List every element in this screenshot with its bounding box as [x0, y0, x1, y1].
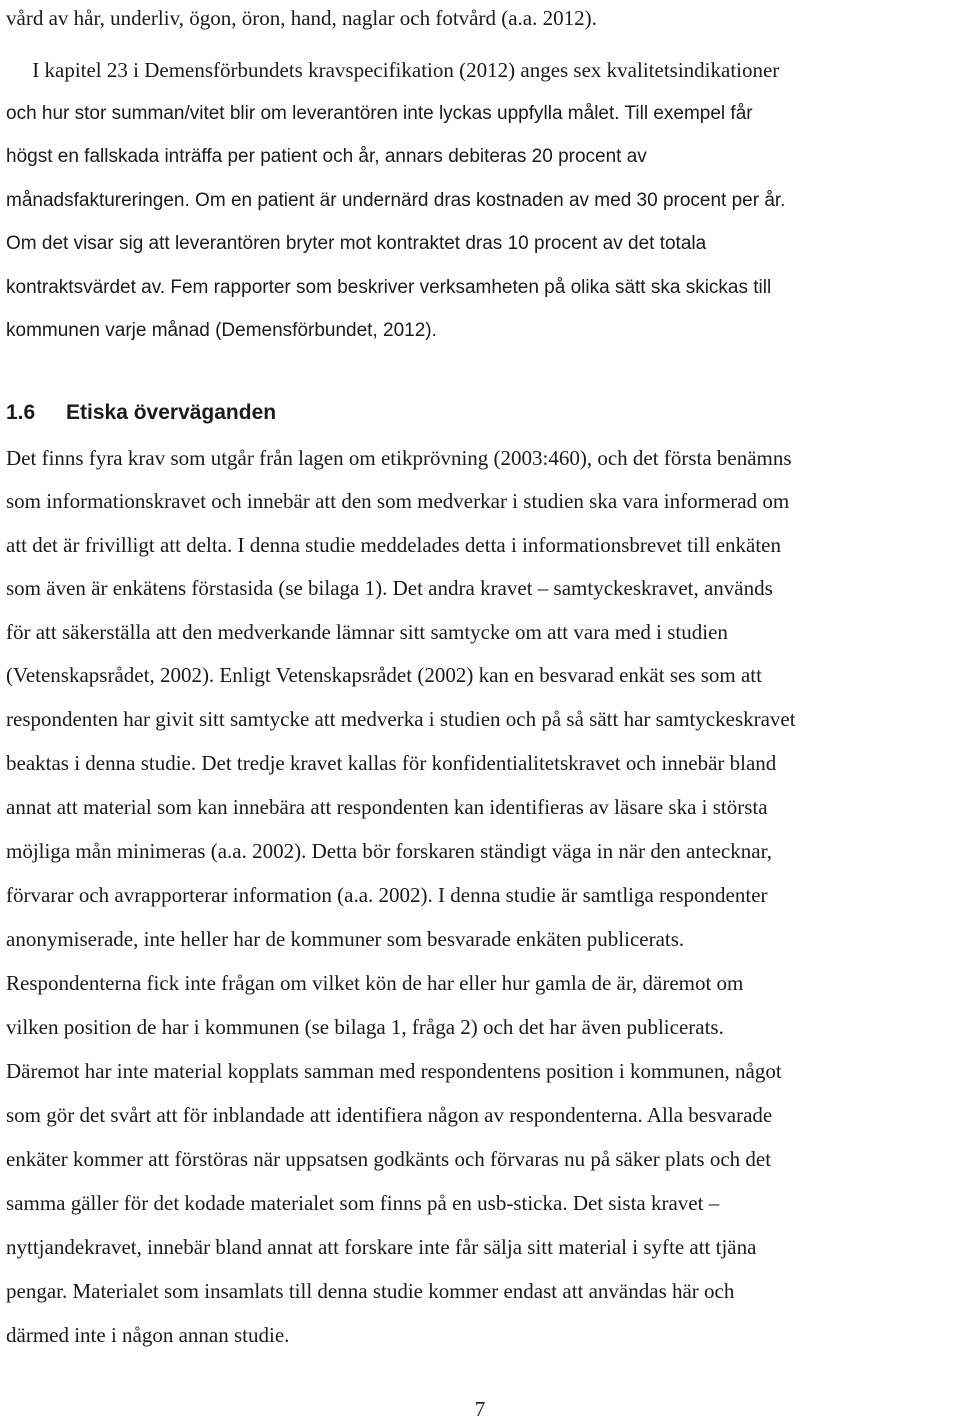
paragraph-line: Respondenterna fick inte frågan om vilket kön de har eller hur gamla de är, däremot om [6, 971, 744, 995]
paragraph-line: vilken position de har i kommunen (se bilaga 1, fråga 2) och det har även publicerats. [6, 1015, 724, 1039]
paragraph-line: för att säkerställa att den medverkande lämnar sitt samtycke om att vara med i studien [6, 620, 728, 644]
paragraph-line: anonymiserade, inte heller har de kommuner som besvarade enkäten publicerats. [6, 927, 685, 951]
paragraph-line: (Vetenskapsrådet, 2002). Enligt Vetenskapsrådet (2002) kan en besvarad enkät ses som att [6, 663, 762, 687]
paragraph-line: respondenten har givit sitt samtycke att medverka i studien och på så sätt har samtyckeskravet [6, 707, 796, 731]
paragraph-line: som även är enkätens förstasida (se bilaga 1). Det andra kravet – samtyckeskravet, används [6, 576, 773, 600]
paragraph-line: nyttjandekravet, innebär bland annat att forskare inte får sälja sitt material i syfte att tjäna [6, 1235, 757, 1259]
paragraph-line: beaktas i denna studie. Det tredje kravet kallas för konfidentialitetskravet och innebär bland [6, 751, 777, 775]
paragraph-line: kommunen varje månad (Demensförbundet, 2012). [6, 320, 437, 341]
paragraph-line: som informationskravet och innebär att den som medverkar i studien ska vara informerad om [6, 489, 790, 513]
paragraph-line: I kapitel 23 i Demensförbundets kravspecifikation (2012) anges sex kvalitetsindikationer [6, 58, 780, 82]
paragraph-line: Däremot har inte material kopplats samman med respondentens position i kommunen, något [6, 1059, 782, 1083]
paragraph-line: som gör det svårt att för inblandade att identifiera någon av respondenterna. Alla besvarade [6, 1103, 773, 1127]
paragraph-line: kontraktsvärdet av. Fem rapporter som beskriver verksamheten på olika sätt ska skickas till [6, 277, 772, 298]
page-number: 7 [474, 1397, 486, 1421]
paragraph-line: att det är frivilligt att delta. I denna studie meddelades detta i informationsbrevet till enkäten [6, 533, 781, 557]
paragraph-line: och hur stor summan/vitet blir om leverantören inte lyckas uppfylla målet. Till exempel får [6, 103, 753, 124]
paragraph-line: möjliga mån minimeras (a.a. 2002). Detta bör forskaren ständigt väga in när den antecknar, [6, 839, 772, 863]
section-heading [6, 400, 276, 426]
section-heading-number: 1.6 [6, 401, 36, 424]
paragraph-line: pengar. Materialet som insamlats till denna studie kommer endast att användas här och [6, 1279, 735, 1303]
paragraph-line: månadsfaktureringen. Om en patient är undernärd dras kostnaden av med 30 procent per år. [6, 190, 786, 211]
paragraph-line: enkäter kommer att förstöras när uppsatsen godkänts och förvaras nu på säker plats och det [6, 1147, 772, 1171]
paragraph-line: förvarar och avrapporterar information (a.a. 2002). I denna studie är samtliga respondenter [6, 883, 768, 907]
paragraph-line: därmed inte i någon annan studie. [6, 1323, 290, 1347]
paragraph-line: samma gäller för det kodade materialet som finns på en usb-sticka. Det sista kravet – [6, 1191, 720, 1215]
paragraph-line: vård av hår, underliv, ögon, öron, hand, naglar och fotvård (a.a. 2012). [6, 6, 597, 30]
paragraph-line: Det finns fyra krav som utgår från lagen om etikprövning (2003:460), och det första benämns [6, 446, 792, 470]
paragraph-line: Om det visar sig att leverantören bryter mot kontraktet dras 10 procent av det totala [6, 233, 707, 254]
section-heading-title: Etiska överväganden [66, 401, 277, 424]
paragraph-line: annat att material som kan innebära att respondenten kan identifieras av läsare ska i största [6, 795, 768, 819]
paragraph-line: högst en fallskada inträffa per patient och år, annars debiteras 20 procent av [6, 146, 647, 167]
